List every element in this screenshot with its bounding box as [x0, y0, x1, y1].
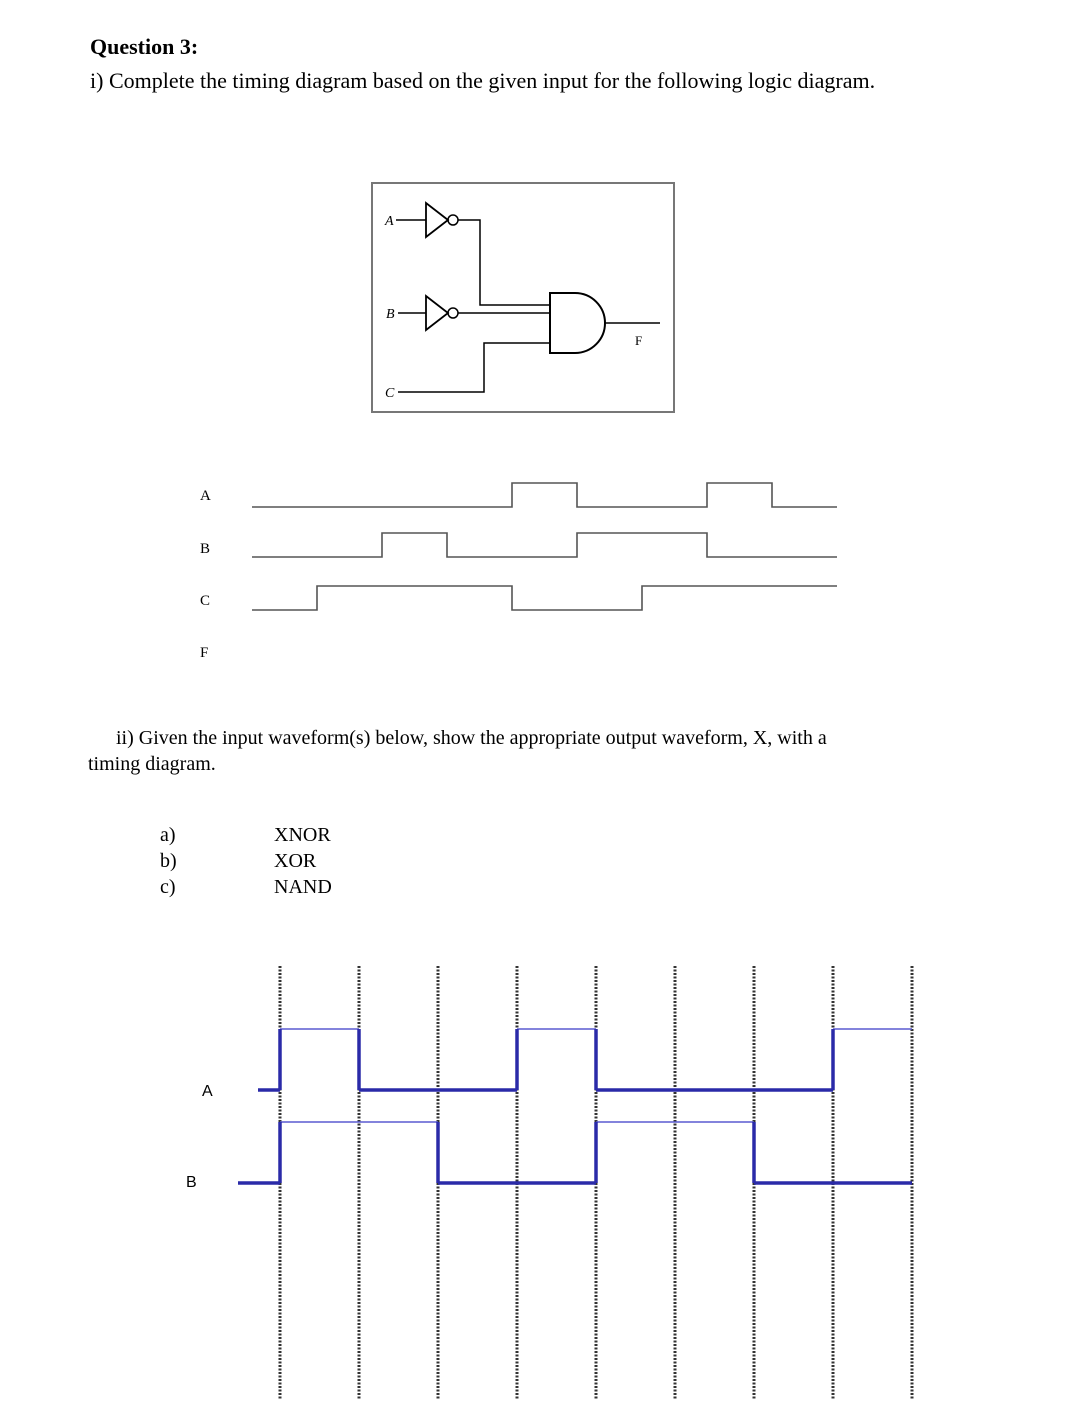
timing-diagram-part1 [180, 465, 860, 665]
signal-label-c: C [200, 593, 211, 609]
option-letter-c: c) [160, 876, 176, 898]
signal-label-f: F [200, 645, 209, 661]
part1-instruction: i) Complete the timing diagram based on the given input for the following logic diagram. [90, 68, 876, 93]
option-letter-b: b) [160, 850, 177, 872]
part2-text: ii) Given the input waveform(s) below, show the appropriate output waveform, X, with a [116, 727, 827, 749]
waveform-a [252, 483, 837, 507]
signal-label-a2: A [202, 1083, 213, 1100]
logic-diagram [360, 175, 690, 425]
timing-diagram-part2 [180, 960, 950, 1400]
option-gate-c: NAND [274, 876, 332, 898]
diagram-frame [372, 183, 674, 412]
label-a: A [385, 214, 394, 229]
question-title: Question 3: [90, 34, 199, 59]
signal-label-b2: B [186, 1174, 197, 1191]
option-letter-a: a) [160, 824, 176, 846]
label-b: B [386, 307, 395, 322]
part2-instruction-line1 [116, 727, 827, 750]
waveform-b [252, 533, 837, 557]
label-f: F [635, 333, 643, 348]
label-c: C [385, 386, 395, 401]
waveform-c [252, 586, 837, 610]
option-gate-b: XOR [274, 850, 317, 872]
option-gate-a: XNOR [274, 824, 331, 846]
signal-label-b: B [200, 541, 211, 557]
part2-instruction-line2: timing diagram. [88, 753, 216, 775]
signal-label-a: A [200, 488, 211, 504]
